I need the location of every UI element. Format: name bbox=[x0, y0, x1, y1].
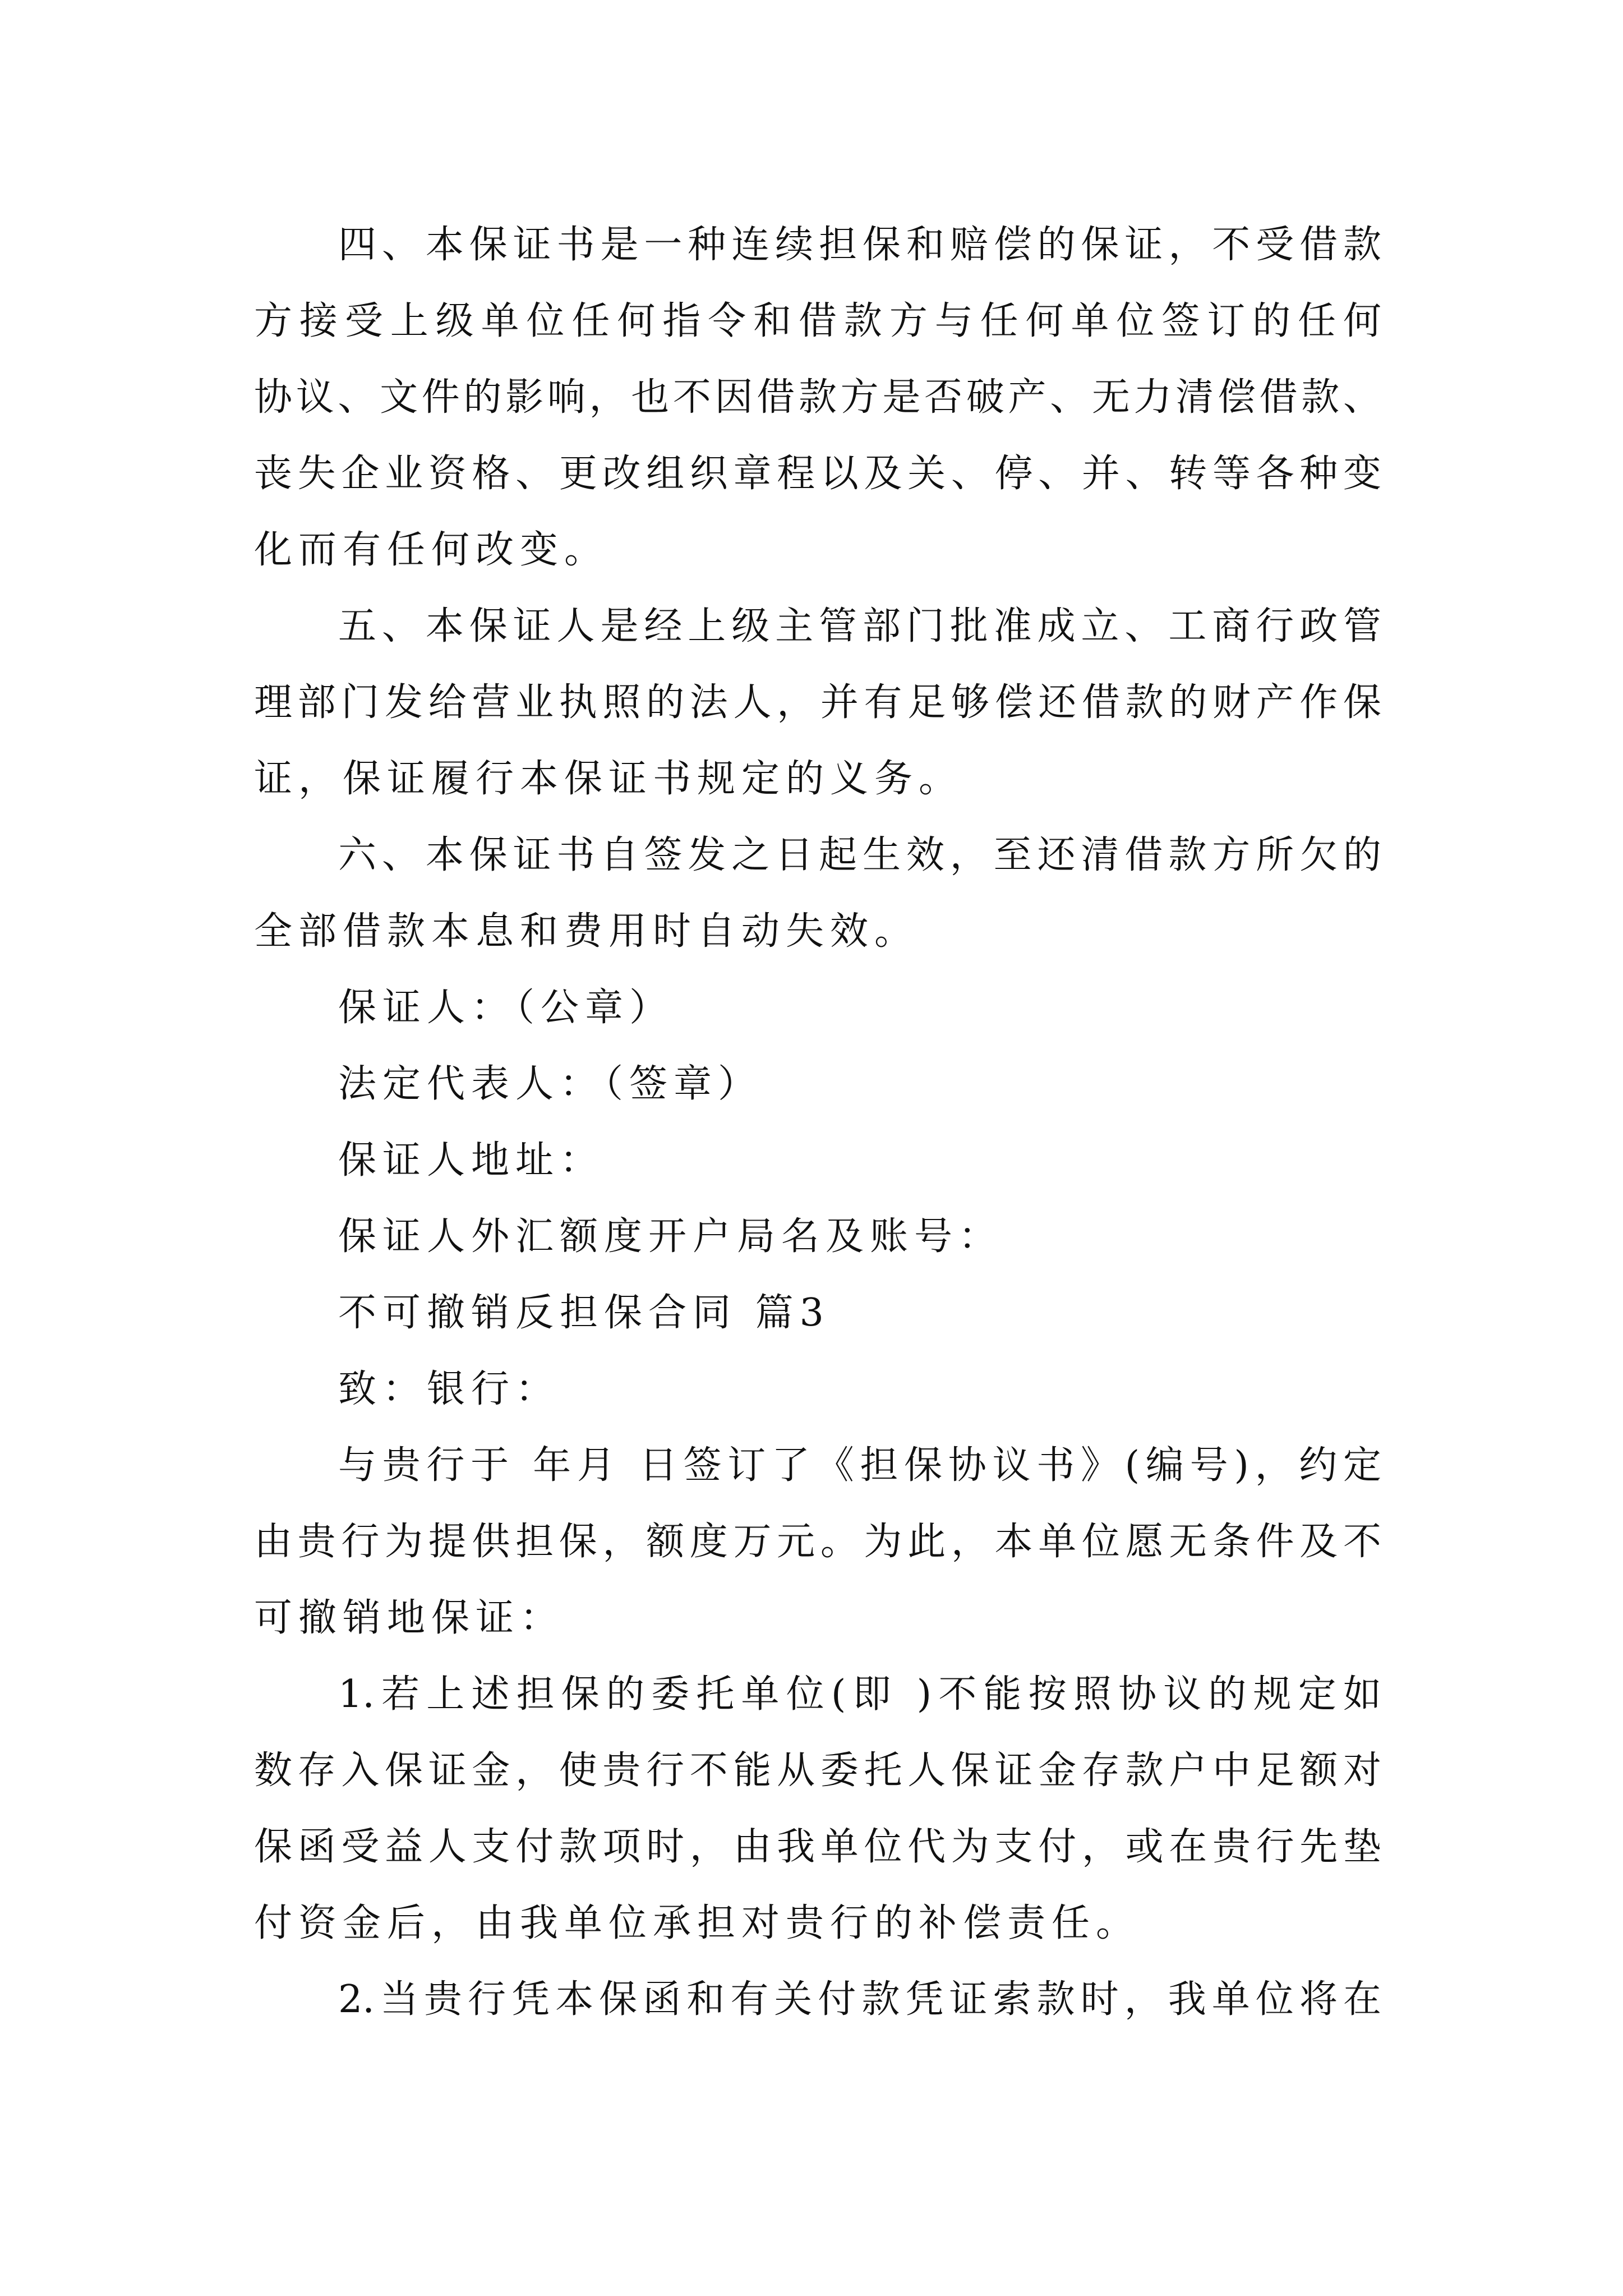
clause-1-line-4: 付资金后，由我单位承担对贵行的补偿责任。 bbox=[254, 1901, 1141, 1945]
paragraph-4-line-5: 化而有任何改变。 bbox=[254, 528, 609, 572]
paragraph-6-line-2: 全部借款本息和费用时自动失效。 bbox=[254, 909, 919, 954]
paragraph-5-line-3: 证，保证履行本保证书规定的义务。 bbox=[254, 757, 963, 801]
paragraph-5-line-1: 五、本保证人是经上级主管部门批准成立、工商行政管 bbox=[338, 604, 1381, 648]
clause-2-line-1: 2.当贵行凭本保函和有关付款凭证索款时，我单位将在 bbox=[338, 1977, 1381, 2022]
paragraph-4-line-4: 丧失企业资格、更改组织章程以及关、停、并、转等各种变 bbox=[254, 452, 1381, 496]
clause-1-line-3: 保函受益人支付款项时，由我单位代为支付，或在贵行先垫 bbox=[254, 1825, 1381, 1869]
clause-1-line-1: 1.若上述担保的委托单位(即 )不能按照协议的规定如 bbox=[338, 1672, 1381, 1717]
guarantor-seal-line: 保证人：（公章） bbox=[338, 986, 674, 1030]
paragraph-4-line-1: 四、本保证书是一种连续担保和赔偿的保证，不受借款 bbox=[338, 223, 1381, 267]
paragraph-5-line-2: 理部门发给营业执照的法人，并有足够偿还借款的财产作保 bbox=[254, 680, 1381, 725]
paragraph-4-line-2: 方接受上级单位任何指令和借款方与任何单位签订的任何 bbox=[254, 299, 1381, 343]
paragraph-4-line-3: 协议、文件的影响，也不因借款方是否破产、无力清偿借款、 bbox=[254, 375, 1381, 420]
guarantor-address-line: 保证人地址： bbox=[338, 1138, 605, 1182]
paragraph-6-line-1: 六、本保证书自签发之日起生效，至还清借款方所欠的 bbox=[338, 833, 1381, 877]
agreement-line-2: 由贵行为提供担保，额度万元。为此，本单位愿无条件及不 bbox=[254, 1520, 1381, 1564]
legal-representative-line: 法定代表人：（签章） bbox=[338, 1062, 763, 1106]
section-heading: 不可撤销反担保合同 篇3 bbox=[338, 1291, 830, 1335]
guarantor-account-line: 保证人外汇额度开户局名及账号： bbox=[338, 1214, 1003, 1259]
agreement-line-3: 可撤销地保证： bbox=[254, 1596, 565, 1640]
clause-1-line-2: 数存入保证金，使贵行不能从委托人保证金存款户中足额对 bbox=[254, 1749, 1381, 1793]
agreement-line-1: 与贵行于 年月 日签订了《担保协议书》(编号)，约定 bbox=[338, 1443, 1381, 1488]
addressee-line: 致：银行： bbox=[338, 1367, 560, 1411]
